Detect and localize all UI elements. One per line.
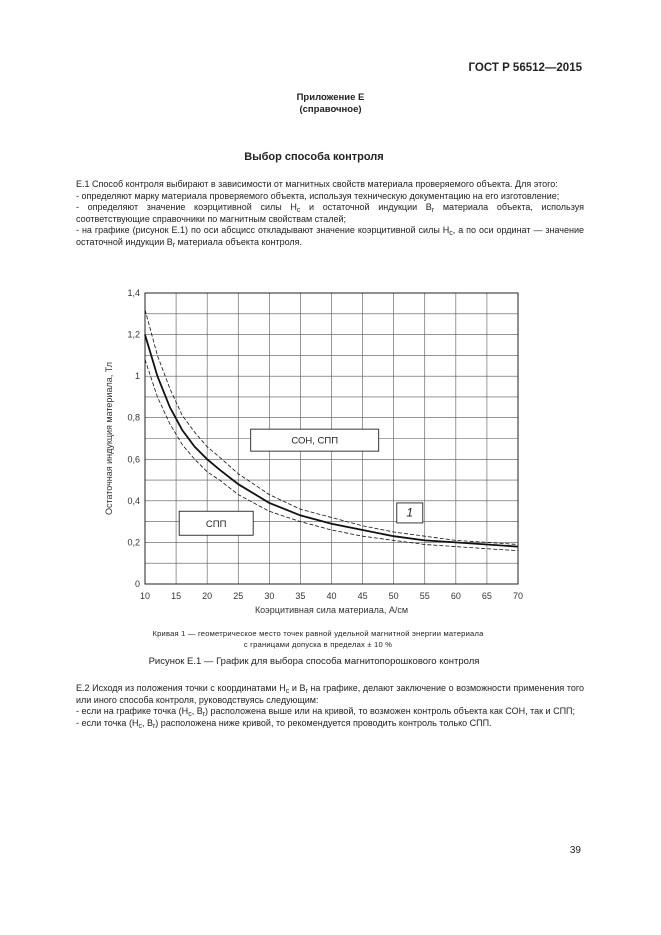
x-tick-label: 55 bbox=[419, 591, 430, 601]
concl-p3-b: , B bbox=[141, 717, 153, 728]
x-tick-label: 45 bbox=[357, 591, 368, 601]
intro-p3-a: - определяют значение коэрцитивной силы H bbox=[76, 202, 297, 212]
concl-p2-c: ) расположена выше или на кривой, то возможен контроль объекта как СОН, так и СПП; bbox=[205, 706, 576, 716]
x-tick-label: 25 bbox=[233, 591, 244, 601]
x-tick-label: 15 bbox=[171, 591, 182, 601]
concl-p3-c: ) расположена ниже кривой, то рекомендуется проводить контроль только СПП. bbox=[155, 717, 492, 728]
x-tick-label: 40 bbox=[326, 591, 337, 601]
concl-p3-a: - если точка (H bbox=[76, 717, 139, 728]
y-tick-label: 0,8 bbox=[127, 412, 140, 423]
intro-p4-a: - на графике (рисунок Е.1) по оси абсцисс откладывают значение коэрцитивной силы H bbox=[76, 225, 450, 235]
concl-p2-a: - если на графике точка (H bbox=[76, 706, 189, 716]
concl-p1-a: Е.2 Исходя из положения точки с координатами H bbox=[76, 683, 286, 693]
y-tick-label: 1,2 bbox=[127, 329, 140, 340]
intro-p3-b: и остаточной индукции B bbox=[300, 202, 432, 212]
appendix-heading bbox=[0, 92, 661, 116]
concl-p1-b: и B bbox=[289, 683, 306, 693]
intro-paragraph-2: - определяют марку материала проверяемого объекта, используя техническую документацию на его изготовление; bbox=[76, 190, 560, 201]
curve-number-label: 1 bbox=[406, 505, 414, 520]
conclusion-paragraph-3 bbox=[76, 718, 584, 730]
curve-caption-line-1: Кривая 1 — геометрическое место точек равной удельной магнитной энергии материала bbox=[152, 629, 484, 638]
y-tick-label: 0,4 bbox=[127, 495, 140, 506]
y-tick-label: 1 bbox=[134, 371, 140, 382]
x-tick-label: 50 bbox=[388, 591, 399, 601]
page-number: 39 bbox=[569, 845, 581, 856]
intro-p4-b-sub: r bbox=[172, 241, 176, 249]
x-axis-label: Коэрцитивная сила материала, А/см bbox=[254, 605, 409, 615]
y-axis-label: Остаточная индукция материала, Тл bbox=[104, 361, 114, 516]
appendix-title: Приложение Е bbox=[296, 92, 365, 103]
concl-p2-b: , B bbox=[191, 706, 203, 716]
concl-p1-c: на графике, делают заключение о возможности применения того или иного способа контроля, руководствуясь следующим: bbox=[76, 683, 584, 705]
figure-caption: Рисунок Е.1 — График для выбора способа магнитопорошкового контроля bbox=[148, 656, 480, 667]
region-label: СОН, СПП bbox=[291, 435, 339, 447]
concl-p1-b-sub: r bbox=[305, 688, 308, 695]
x-tick-label: 60 bbox=[450, 591, 461, 601]
curve-caption-line-2: с границами допуска в пределах ± 10 % bbox=[243, 640, 393, 649]
intro-p3-a-sub: c bbox=[296, 207, 301, 214]
y-tick-label: 0,6 bbox=[127, 454, 140, 465]
x-tick-label: 10 bbox=[139, 591, 151, 601]
x-tick-label: 30 bbox=[264, 591, 275, 601]
y-tick-label: 1,4 bbox=[127, 288, 140, 298]
y-tick-label: 0 bbox=[134, 579, 140, 589]
section-title: Выбор способа контроля bbox=[244, 151, 384, 163]
conclusion-text bbox=[76, 683, 584, 729]
intro-text bbox=[76, 179, 584, 248]
standard-number: ГОСТ Р 56512—2015 bbox=[468, 62, 582, 74]
magnetic-properties-chart bbox=[94, 283, 544, 623]
x-tick-label: 35 bbox=[295, 591, 306, 601]
conclusion-paragraph-1 bbox=[76, 683, 584, 706]
concl-p2-b-sub: r bbox=[202, 711, 206, 718]
intro-p4-c: материала объекта контроля. bbox=[175, 236, 303, 247]
intro-p3-c: материала объекта, используя соответствующие справочники по магнитным свойствам сталей; bbox=[76, 202, 584, 224]
intro-paragraph-4 bbox=[76, 225, 584, 248]
intro-p4-b: , а по оси ординат — значение остаточной индукции B bbox=[76, 225, 584, 247]
curve-caption bbox=[128, 628, 508, 650]
appendix-type: (справочное) bbox=[299, 104, 362, 115]
conclusion-paragraph-2 bbox=[76, 706, 584, 718]
intro-paragraph-1: Е.1 Способ контроля выбирают в зависимости от магнитных свойств материала проверяемого объекта. Для этого: bbox=[76, 179, 558, 189]
y-tick-label: 0,2 bbox=[127, 537, 140, 548]
intro-p3-b-sub: r bbox=[431, 207, 435, 214]
concl-p3-b-sub: r bbox=[152, 722, 156, 730]
concl-p2-a-sub: c bbox=[188, 711, 192, 718]
intro-p4-a-sub: c bbox=[449, 230, 453, 237]
concl-p3-a-sub: c bbox=[138, 722, 142, 730]
x-tick-label: 65 bbox=[481, 591, 492, 601]
intro-paragraph-3 bbox=[76, 202, 584, 225]
x-tick-label: 20 bbox=[202, 591, 213, 601]
region-label: СПП bbox=[205, 518, 227, 530]
x-tick-label: 70 bbox=[512, 591, 524, 601]
concl-p1-a-sub: c bbox=[285, 688, 290, 695]
